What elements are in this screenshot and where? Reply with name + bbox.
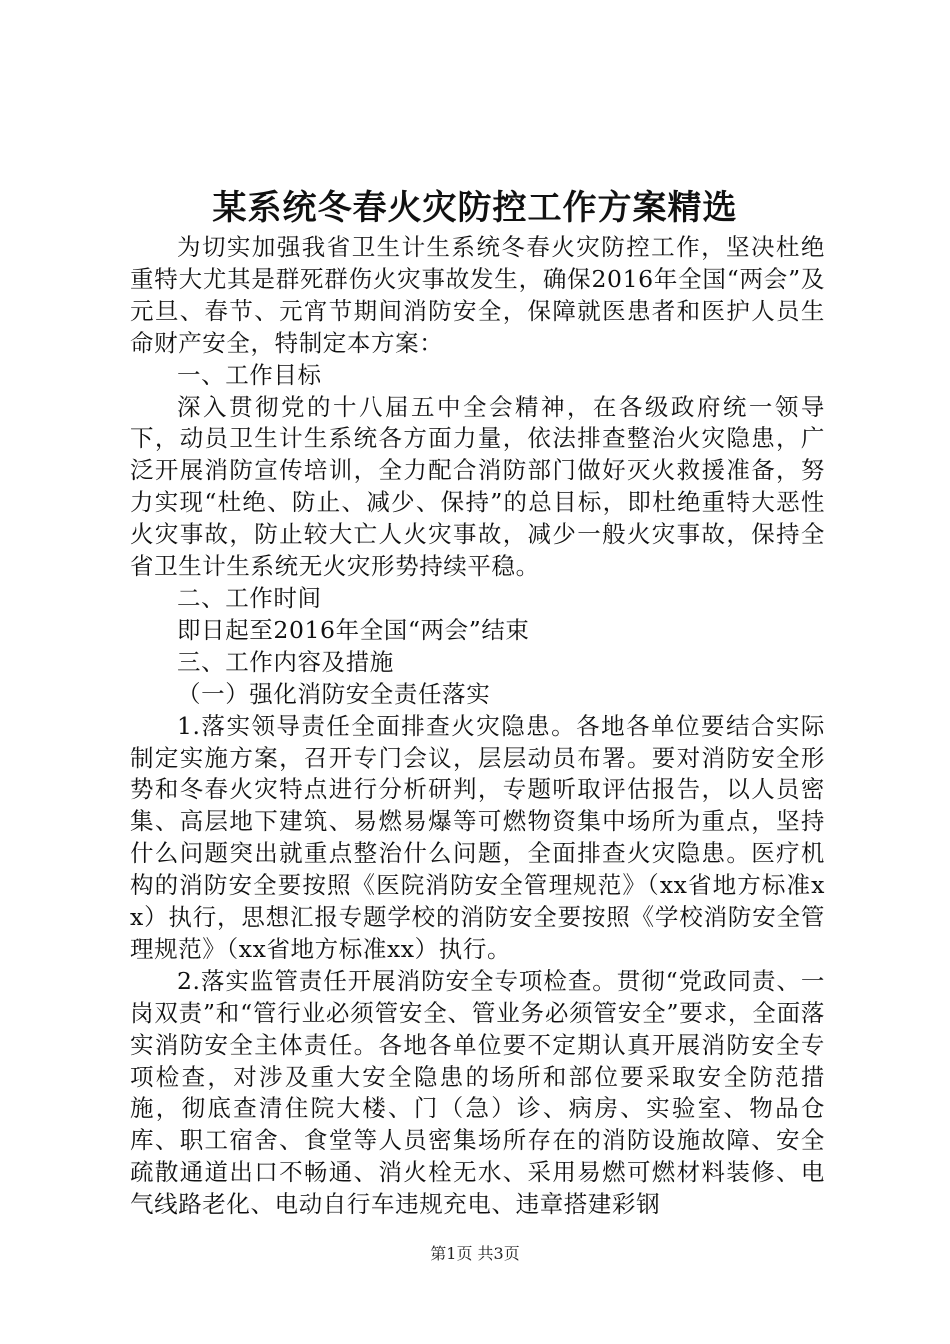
document-title: 某系统冬春火灾防控工作方案精选	[212, 188, 738, 228]
subsection-heading-responsibility: （一）强化消防安全责任落实	[177, 679, 491, 708]
paragraph-item-2: 2.落实监管责任开展消防安全专项检查。贯彻“党政同责、一岗双责”和“管行业必须管安全、管业务必须管安全”要求，全面落实消防安全主体责任。各地各单位要不定期认真开展消防安全专项检查，对涉及重大安全隐患的场所和部位要采取安全防范措施，彻底查清住院大楼、门（急）诊、病房、实验室、物品仓库、职工宿舍、食堂等人员密集场所存在的消防设施故障、安全疏散通道出口不畅通、消火栓无水、采用易燃可燃材料装修、电气线路老化、电动自行车违规充电、违章搭建彩钢	[130, 966, 825, 1219]
paragraph-time: 即日起至2016年全国“两会”结束	[177, 615, 530, 644]
paragraph-item-1: 1.落实领导责任全面排查火灾隐患。各地各单位要结合实际制定实施方案，召开专门会议，层层动员布署。要对消防安全形势和冬春火灾特点进行分析研判，专题听取评估报告，以人员密集、高层地下建筑、易燃易爆等可燃物资集中场所为重点，坚持什么问题突出就重点整治什么问题，全面排查火灾隐患。医疗机构的消防安全要按照《医院消防安全管理规范》（xx省地方标准xx）执行，思想汇报专题学校的消防安全要按照《学校消防安全管理规范》（xx省地方标准xx）执行。	[130, 711, 825, 963]
section-heading-time: 二、工作时间	[177, 583, 322, 612]
section-heading-goals: 一、工作目标	[177, 360, 322, 389]
document-body	[130, 232, 825, 1221]
section-heading-measures: 三、工作内容及措施	[177, 647, 394, 676]
paragraph-intro: 为切实加强我省卫生计生系统冬春火灾防控工作，坚决杜绝重特大尤其是群死群伤火灾事故发生，确保2016年全国“两会”及元旦、春节、元宵节期间消防安全，保障就医患者和医护人员生命财产安全，特制定本方案：	[130, 233, 825, 357]
paragraph-goals: 深入贯彻党的十八届五中全会精神，在各级政府统一领导下，动员卫生计生系统各方面力量，依法排查整治火灾隐患，广泛开展消防宣传培训，全力配合消防部门做好灭火救援准备，努力实现“杜绝、防止、减少、保持”的总目标，即杜绝重特大恶性火灾事故，防止较大亡人火灾事故，减少一般火灾事故，保持全省卫生计生系统无火灾形势持续平稳。	[130, 392, 825, 581]
page-footer: 第1页 共3页	[430, 1244, 520, 1263]
